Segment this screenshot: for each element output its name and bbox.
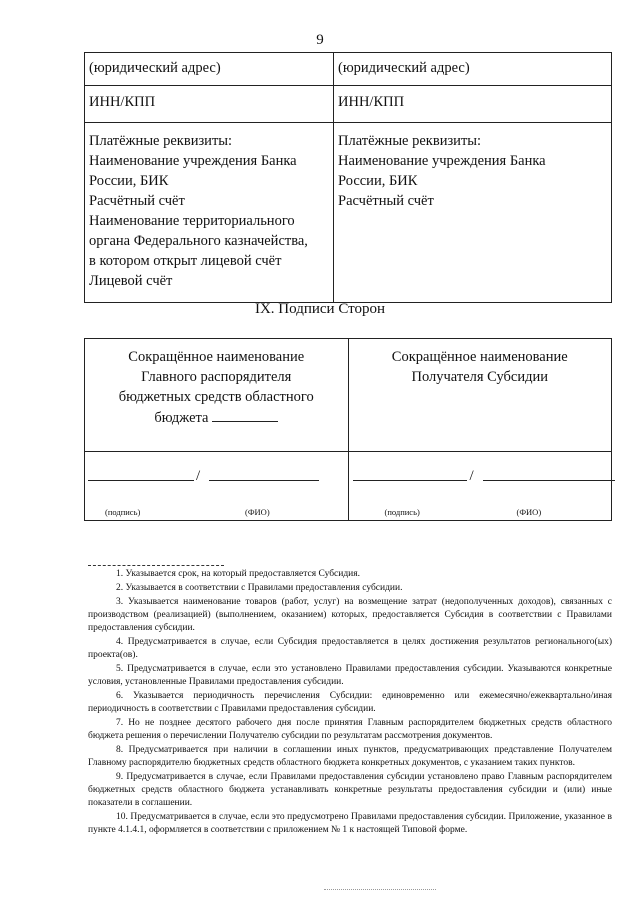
left-inn-kpp: ИНН/КПП <box>85 86 334 123</box>
heading-line: Сокращённое наименование <box>128 349 305 365</box>
right-signature-block <box>348 452 612 521</box>
signatures-heading-row <box>85 339 612 452</box>
signature-line <box>88 480 194 481</box>
signature-line <box>353 480 467 481</box>
name-line <box>209 480 319 481</box>
footnote: 1. Указывается срок, на который предоставляется Субсидия. <box>116 569 361 579</box>
signature-caption: (подпись) <box>105 507 141 517</box>
requisites-row-payment <box>85 123 612 303</box>
payment-line: Наименование территориального <box>89 213 295 229</box>
footnote: 10. Предусматривается в случае, если это предусмотрено Правилами предоставления субсидии. Приложение, указанное в пункте 4.1.4.1, оформляется в соответствии с приложением № 1 к настоящей Типовой форме. <box>88 812 612 835</box>
right-party-heading <box>348 339 612 452</box>
footnote: 7. Но не позднее десятого рабочего дня после принятия Главным распорядителем бюджетных средств областного бюджета решения о перечислении Получателю субсидии по результатам рассмотрения документов. <box>88 718 612 741</box>
heading-line: Получателя Субсидии <box>411 369 548 385</box>
signatures-table <box>84 338 612 521</box>
payment-line: органа Федерального казначейства, <box>89 233 308 249</box>
right-legal-address: (юридический адрес) <box>334 53 612 86</box>
signature-lines <box>85 466 348 517</box>
page-number: 9 <box>316 32 324 48</box>
payment-line: Наименование учреждения Банка <box>338 153 546 169</box>
footnote-separator <box>88 565 224 566</box>
payment-line: в котором открыт лицевой счёт <box>89 253 282 269</box>
footnotes <box>88 568 612 837</box>
name-caption: (ФИО) <box>245 507 270 517</box>
requisites-row-address <box>85 53 612 86</box>
blank-fill-line <box>212 407 278 422</box>
name-line <box>483 480 615 481</box>
right-inn-kpp: ИНН/КПП <box>334 86 612 123</box>
payment-line: Лицевой счёт <box>89 273 173 289</box>
footnote: 3. Указывается наименование товаров (работ, услуг) на возмещение затрат (недополученных доходов), связанных с производством (реализацией) (выполнением, оказанием) которых, предоставляется Субсидия в соответствии с Правилами предоставления субсидии. <box>88 597 612 633</box>
right-payment-details <box>334 123 612 303</box>
footnote: 8. Предусматривается при наличии в соглашении иных пунктов, предусматривающих представление Получателем Главному распорядителю бюджетных средств областного бюджета конкретных документов, с указанием таких пунктов. <box>88 745 612 768</box>
heading-line: Главного распорядителя <box>141 369 292 385</box>
payment-line: Расчётный счёт <box>89 193 185 209</box>
footnote: 9. Предусматривается в случае, если Правилами предоставления субсидии установлено право Главным распорядителем бюджетных средств областного бюджета устанавливать конкретные результаты предоставления субсидии и (или) иные показатели в соглашении. <box>88 772 612 808</box>
signature-slash: / <box>196 468 201 484</box>
payment-line: Расчётный счёт <box>338 193 434 209</box>
footnote: 2. Указывается в соответствии с Правилами предоставления субсидии. <box>116 583 403 593</box>
footnote: 4. Предусматривается в случае, если Субсидия предоставляется в целях достижения результатов регионального(ых) проекта(ов). <box>88 637 612 660</box>
left-signature-block <box>85 452 349 521</box>
signature-caption: (подпись) <box>384 507 420 517</box>
section-title: IX. Подписи Сторон <box>254 301 386 317</box>
signature-lines <box>349 466 612 517</box>
footnote: 6. Указывается периодичность перечисления Субсидии: единовременно или ежемесячно/ежеквартально/иная периодичность в соответствии с Правилами предоставления субсидии. <box>88 691 612 714</box>
heading-line: Сокращённое наименование <box>391 349 568 365</box>
signatures-body-row <box>85 452 612 521</box>
heading-line-with-blank <box>85 407 348 428</box>
heading-text: бюджета <box>154 410 209 426</box>
footnote: 5. Предусматривается в случае, если это установлено Правилами предоставления субсидии. Указываются конкретные условия, установленные Правилами предоставления субсидии. <box>88 664 612 687</box>
payment-line: Платёжные реквизиты: <box>89 133 233 149</box>
payment-line: России, БИК <box>89 173 169 189</box>
left-party-heading <box>85 339 349 452</box>
heading-line: бюджетных средств областного <box>118 389 314 405</box>
name-caption: (ФИО) <box>516 507 542 517</box>
requisites-row-inn <box>85 86 612 123</box>
payment-line: России, БИК <box>338 173 418 189</box>
payment-line: Платёжные реквизиты: <box>338 133 482 149</box>
requisites-table <box>84 52 612 303</box>
left-legal-address: (юридический адрес) <box>85 53 334 86</box>
payment-line: Наименование учреждения Банка <box>89 153 297 169</box>
signature-slash: / <box>469 468 474 484</box>
bottom-rule <box>324 889 436 890</box>
left-payment-details <box>85 123 334 303</box>
